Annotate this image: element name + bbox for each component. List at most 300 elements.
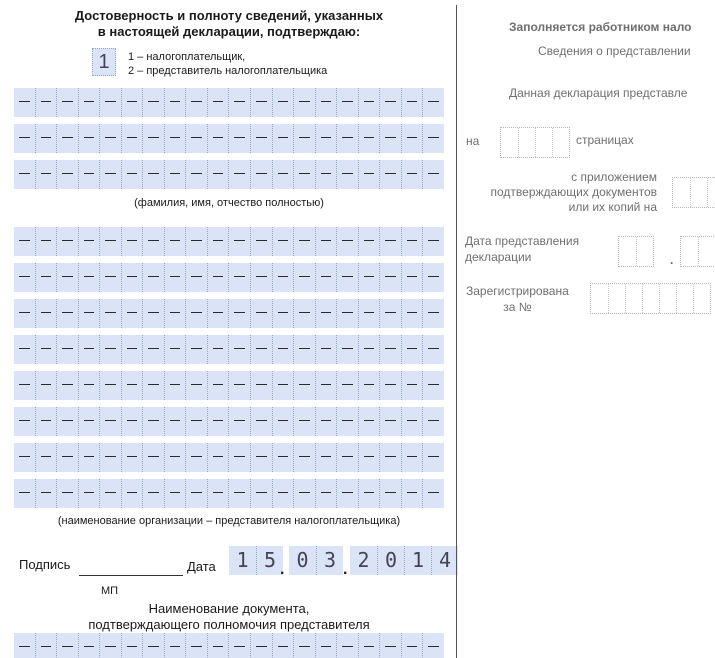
- attachment-line1: с приложением: [571, 170, 657, 184]
- submission-date-line2: декларации: [465, 250, 532, 264]
- char-cell: [185, 335, 207, 364]
- char-cell: [272, 88, 294, 117]
- pages-count-field[interactable]: [500, 127, 570, 158]
- char-cell: [14, 299, 35, 328]
- char-cell: [142, 633, 164, 658]
- char-cell: [315, 371, 337, 400]
- signer-code-field[interactable]: 1: [92, 48, 116, 76]
- char-cell: [401, 443, 423, 472]
- attachment-line2: подтверждающих документов: [490, 185, 657, 199]
- char-cell: [185, 124, 207, 153]
- char-cell: [379, 407, 401, 436]
- char-cell: [35, 124, 57, 153]
- char-cell: [35, 227, 57, 256]
- char-cell: [35, 407, 57, 436]
- char-cell: [293, 88, 315, 117]
- attachment-line3: или их копий на: [568, 200, 657, 214]
- pages-suffix: страницах: [576, 133, 634, 147]
- char-cell: [379, 227, 401, 256]
- date-year-digit-1: 2: [357, 548, 370, 572]
- signature-label: Подпись: [19, 557, 71, 572]
- registered-label: [466, 283, 569, 315]
- char-cell: [185, 371, 207, 400]
- char-cell: [379, 633, 401, 658]
- char-cell: [401, 335, 423, 364]
- char-cell: [78, 371, 100, 400]
- char-cell: [379, 160, 401, 189]
- char-cell: [293, 633, 315, 658]
- char-cell: [99, 479, 121, 508]
- org-row-7[interactable]: [14, 443, 444, 472]
- char-cell: [164, 407, 186, 436]
- char-cell: [272, 299, 294, 328]
- char-cell: [207, 160, 229, 189]
- char-cell: [272, 407, 294, 436]
- char-cell: [185, 88, 207, 117]
- char-cell: [315, 407, 337, 436]
- org-row-2[interactable]: [14, 263, 444, 292]
- char-cell: [422, 160, 444, 189]
- char-cell: [35, 263, 57, 292]
- char-cell: [272, 335, 294, 364]
- char-cell: [142, 124, 164, 153]
- char-cell: [228, 443, 250, 472]
- char-cell: [422, 124, 444, 153]
- char-cell: [315, 335, 337, 364]
- char-cell: [422, 479, 444, 508]
- char-cell: [14, 227, 35, 256]
- char-cell: [379, 263, 401, 292]
- char-cell: [250, 227, 272, 256]
- char-cell: [207, 443, 229, 472]
- char-cell: [207, 407, 229, 436]
- char-cell: [293, 160, 315, 189]
- char-cell: [56, 443, 78, 472]
- attachment-text: [464, 170, 657, 215]
- char-cell: [207, 227, 229, 256]
- char-cell: [250, 633, 272, 658]
- submission-date-day-field[interactable]: [618, 236, 654, 267]
- char-cell: [250, 160, 272, 189]
- char-cell: [164, 227, 186, 256]
- char-cell: [14, 633, 35, 658]
- char-cell: [56, 160, 78, 189]
- char-cell: [336, 407, 358, 436]
- char-cell: [228, 88, 250, 117]
- date-label: Дата: [187, 559, 216, 574]
- tax-officer-heading: Заполняется работником нало: [509, 20, 692, 34]
- char-cell: [358, 299, 380, 328]
- char-cell: [422, 227, 444, 256]
- char-cell: [56, 371, 78, 400]
- char-cell: [379, 88, 401, 117]
- char-cell: [56, 227, 78, 256]
- char-cell: [250, 124, 272, 153]
- char-cell: [315, 160, 337, 189]
- char-cell: [336, 335, 358, 364]
- char-cell: [422, 263, 444, 292]
- pages-count-cell: [552, 128, 569, 157]
- char-cell: [401, 371, 423, 400]
- char-cell: [228, 407, 250, 436]
- char-cell: [401, 299, 423, 328]
- char-cell: [336, 479, 358, 508]
- char-cell: [401, 124, 423, 153]
- char-cell: [293, 263, 315, 292]
- char-cell: [164, 299, 186, 328]
- attachment-pages-field[interactable]: [672, 177, 715, 208]
- char-cell: [358, 479, 380, 508]
- char-cell: [164, 371, 186, 400]
- char-cell: [336, 160, 358, 189]
- date-separator-2: .: [343, 561, 348, 578]
- char-cell: [185, 263, 207, 292]
- char-cell: [272, 443, 294, 472]
- char-cell: [56, 479, 78, 508]
- confirmation-heading-line2: в настоящей декларации, подтверждаю:: [97, 24, 361, 39]
- char-cell: [56, 124, 78, 153]
- org-row-3[interactable]: [14, 299, 444, 328]
- char-cell: [185, 227, 207, 256]
- char-cell: [293, 299, 315, 328]
- char-cell: [272, 263, 294, 292]
- char-cell: [358, 633, 380, 658]
- char-cell: [78, 479, 100, 508]
- char-cell: [272, 633, 294, 658]
- char-cell: [358, 160, 380, 189]
- date-month-digit-2: 3: [316, 546, 343, 575]
- char-cell: [56, 88, 78, 117]
- confirmation-heading-line1: Достоверность и полноту сведений, указанных: [74, 8, 384, 23]
- organization-caption: (наименование организации – представителя налогоплательщика): [57, 515, 401, 527]
- attachment-pages-cell: [690, 178, 707, 207]
- authority-document-title: [14, 601, 444, 633]
- fio-caption: (фамилия, имя, отчество полностью): [134, 197, 324, 209]
- char-cell: [78, 633, 100, 658]
- char-cell: [293, 407, 315, 436]
- char-cell: [185, 633, 207, 658]
- char-cell: [35, 335, 57, 364]
- char-cell: [78, 443, 100, 472]
- char-cell: [35, 299, 57, 328]
- char-cell: [121, 299, 143, 328]
- char-cell: [228, 335, 250, 364]
- char-cell: [56, 633, 78, 658]
- char-cell: [336, 299, 358, 328]
- char-cell: [250, 443, 272, 472]
- char-cell: [293, 227, 315, 256]
- char-cell: [78, 335, 100, 364]
- char-cell: [250, 479, 272, 508]
- char-cell: [121, 371, 143, 400]
- char-cell: [121, 479, 143, 508]
- registration-number-cell: [642, 284, 659, 313]
- char-cell: [56, 299, 78, 328]
- registration-number-field[interactable]: [590, 283, 711, 314]
- char-cell: [315, 124, 337, 153]
- char-cell: [14, 124, 35, 153]
- signature-line[interactable]: [79, 575, 183, 576]
- char-cell: [142, 160, 164, 189]
- date-year-digit-3: 1: [404, 546, 431, 575]
- char-cell: [272, 227, 294, 256]
- char-cell: [121, 633, 143, 658]
- fio-row-3[interactable]: [14, 160, 444, 189]
- char-cell: [250, 407, 272, 436]
- date-year-field[interactable]: [350, 546, 458, 575]
- char-cell: [142, 88, 164, 117]
- confirmation-heading: [14, 8, 444, 40]
- char-cell: [293, 335, 315, 364]
- char-cell: [121, 227, 143, 256]
- char-cell: [379, 371, 401, 400]
- char-cell: [14, 160, 35, 189]
- char-cell: [164, 443, 186, 472]
- char-cell: [379, 335, 401, 364]
- char-cell: [315, 88, 337, 117]
- char-cell: [185, 407, 207, 436]
- char-cell: [228, 479, 250, 508]
- attachment-pages-cell: [707, 178, 715, 207]
- char-cell: [78, 407, 100, 436]
- declaration-submitted-text: Данная декларация представле: [509, 86, 688, 100]
- char-cell: [379, 479, 401, 508]
- authority-document-row-1[interactable]: [14, 633, 444, 658]
- char-cell: [272, 371, 294, 400]
- column-divider: [456, 5, 457, 658]
- char-cell: [35, 371, 57, 400]
- char-cell: [379, 299, 401, 328]
- char-cell: [99, 371, 121, 400]
- char-cell: [336, 443, 358, 472]
- submission-date-cell: [619, 237, 636, 266]
- char-cell: [358, 443, 380, 472]
- char-cell: [401, 633, 423, 658]
- char-cell: [56, 335, 78, 364]
- char-cell: [422, 88, 444, 117]
- char-cell: [315, 443, 337, 472]
- char-cell: [14, 88, 35, 117]
- char-cell: [35, 633, 57, 658]
- char-cell: [164, 633, 186, 658]
- char-cell: [336, 124, 358, 153]
- char-cell: [78, 124, 100, 153]
- char-cell: [207, 124, 229, 153]
- char-cell: [78, 263, 100, 292]
- char-cell: [56, 263, 78, 292]
- authority-document-title-line2: подтверждающего полномочия представителя: [88, 617, 370, 632]
- char-cell: [142, 263, 164, 292]
- char-cell: [35, 479, 57, 508]
- char-cell: [336, 633, 358, 658]
- org-row-6[interactable]: [14, 407, 444, 436]
- char-cell: [315, 479, 337, 508]
- char-cell: [142, 443, 164, 472]
- registration-number-cell: [591, 284, 608, 313]
- char-cell: [401, 407, 423, 436]
- char-cell: [336, 263, 358, 292]
- char-cell: [228, 227, 250, 256]
- char-cell: [56, 407, 78, 436]
- char-cell: [315, 299, 337, 328]
- char-cell: [14, 407, 35, 436]
- org-row-4[interactable]: [14, 335, 444, 364]
- char-cell: [99, 335, 121, 364]
- char-cell: [99, 443, 121, 472]
- char-cell: [422, 633, 444, 658]
- char-cell: [99, 88, 121, 117]
- char-cell: [121, 160, 143, 189]
- stamp-place-label: МП: [101, 585, 119, 597]
- char-cell: [207, 335, 229, 364]
- char-cell: [379, 443, 401, 472]
- char-cell: [358, 263, 380, 292]
- registered-line1: Зарегистрирована: [466, 284, 569, 298]
- char-cell: [14, 263, 35, 292]
- date-month-digit-1: 0: [296, 548, 309, 572]
- char-cell: [250, 335, 272, 364]
- char-cell: [401, 479, 423, 508]
- char-cell: [250, 371, 272, 400]
- char-cell: [99, 124, 121, 153]
- char-cell: [14, 371, 35, 400]
- char-cell: [35, 443, 57, 472]
- char-cell: [228, 633, 250, 658]
- char-cell: [78, 88, 100, 117]
- submission-date-separator: .: [670, 253, 674, 267]
- date-day-digit-1: 1: [236, 548, 249, 572]
- char-cell: [121, 407, 143, 436]
- registration-number-cell: [693, 284, 710, 313]
- char-cell: [272, 479, 294, 508]
- pages-count-cell: [518, 128, 535, 157]
- char-cell: [35, 160, 57, 189]
- char-cell: [272, 124, 294, 153]
- char-cell: [315, 227, 337, 256]
- submission-date-month-field[interactable]: [680, 236, 715, 267]
- char-cell: [358, 335, 380, 364]
- char-cell: [142, 479, 164, 508]
- char-cell: [99, 160, 121, 189]
- char-cell: [358, 124, 380, 153]
- org-row-5[interactable]: [14, 371, 444, 400]
- char-cell: [272, 160, 294, 189]
- char-cell: [293, 443, 315, 472]
- char-cell: [207, 479, 229, 508]
- char-cell: [422, 371, 444, 400]
- pages-count-cell: [501, 128, 518, 157]
- char-cell: [207, 263, 229, 292]
- fio-row-1[interactable]: [14, 88, 444, 117]
- date-month-field[interactable]: [289, 546, 343, 575]
- date-year-digit-2: 0: [377, 546, 404, 575]
- org-row-8[interactable]: [14, 479, 444, 508]
- char-cell: [164, 124, 186, 153]
- signer-code-option-1: 1 – налогоплательщик,: [128, 51, 246, 63]
- char-cell: [121, 88, 143, 117]
- char-cell: [422, 407, 444, 436]
- char-cell: [379, 124, 401, 153]
- char-cell: [142, 299, 164, 328]
- registered-line2: за №: [503, 300, 532, 314]
- char-cell: [185, 160, 207, 189]
- submission-date-cell: [698, 237, 715, 266]
- char-cell: [401, 88, 423, 117]
- char-cell: [121, 124, 143, 153]
- submission-date-label: [465, 233, 579, 265]
- char-cell: [35, 88, 57, 117]
- char-cell: [185, 443, 207, 472]
- char-cell: [185, 479, 207, 508]
- char-cell: [228, 299, 250, 328]
- char-cell: [315, 263, 337, 292]
- char-cell: [250, 263, 272, 292]
- pages-prefix: на: [466, 134, 480, 148]
- registration-number-cell: [676, 284, 693, 313]
- date-day-field[interactable]: [229, 546, 283, 575]
- submission-date-cell: [636, 237, 653, 266]
- org-row-1[interactable]: [14, 227, 444, 256]
- char-cell: [164, 479, 186, 508]
- char-cell: [99, 407, 121, 436]
- char-cell: [336, 371, 358, 400]
- attachment-pages-cell: [673, 178, 690, 207]
- char-cell: [358, 407, 380, 436]
- char-cell: [207, 633, 229, 658]
- char-cell: [228, 371, 250, 400]
- char-cell: [142, 227, 164, 256]
- char-cell: [164, 88, 186, 117]
- submission-date-line1: Дата представления: [465, 234, 580, 248]
- char-cell: [99, 227, 121, 256]
- date-separator-1: .: [280, 561, 285, 578]
- submission-date-cell: [681, 237, 698, 266]
- date-year-digit-4: 4: [431, 546, 458, 575]
- registration-number-cell: [659, 284, 676, 313]
- char-cell: [293, 371, 315, 400]
- char-cell: [401, 227, 423, 256]
- char-cell: [401, 160, 423, 189]
- char-cell: [358, 88, 380, 117]
- char-cell: [164, 263, 186, 292]
- submission-info-heading: Сведения о представлении: [538, 44, 691, 58]
- char-cell: [78, 299, 100, 328]
- char-cell: [164, 335, 186, 364]
- char-cell: [207, 88, 229, 117]
- authority-document-title-line1: Наименование документа,: [148, 601, 310, 616]
- char-cell: [336, 88, 358, 117]
- char-cell: [14, 335, 35, 364]
- char-cell: [99, 299, 121, 328]
- char-cell: [401, 263, 423, 292]
- char-cell: [14, 443, 35, 472]
- signer-code-option-2: 2 – представитель налогоплательщика: [128, 65, 328, 77]
- char-cell: [142, 407, 164, 436]
- char-cell: [293, 479, 315, 508]
- char-cell: [142, 335, 164, 364]
- fio-row-2[interactable]: [14, 124, 444, 153]
- char-cell: [14, 479, 35, 508]
- char-cell: [422, 299, 444, 328]
- char-cell: [422, 443, 444, 472]
- char-cell: [121, 335, 143, 364]
- char-cell: [250, 299, 272, 328]
- char-cell: [99, 633, 121, 658]
- char-cell: [185, 299, 207, 328]
- char-cell: [142, 371, 164, 400]
- char-cell: [164, 160, 186, 189]
- char-cell: [293, 124, 315, 153]
